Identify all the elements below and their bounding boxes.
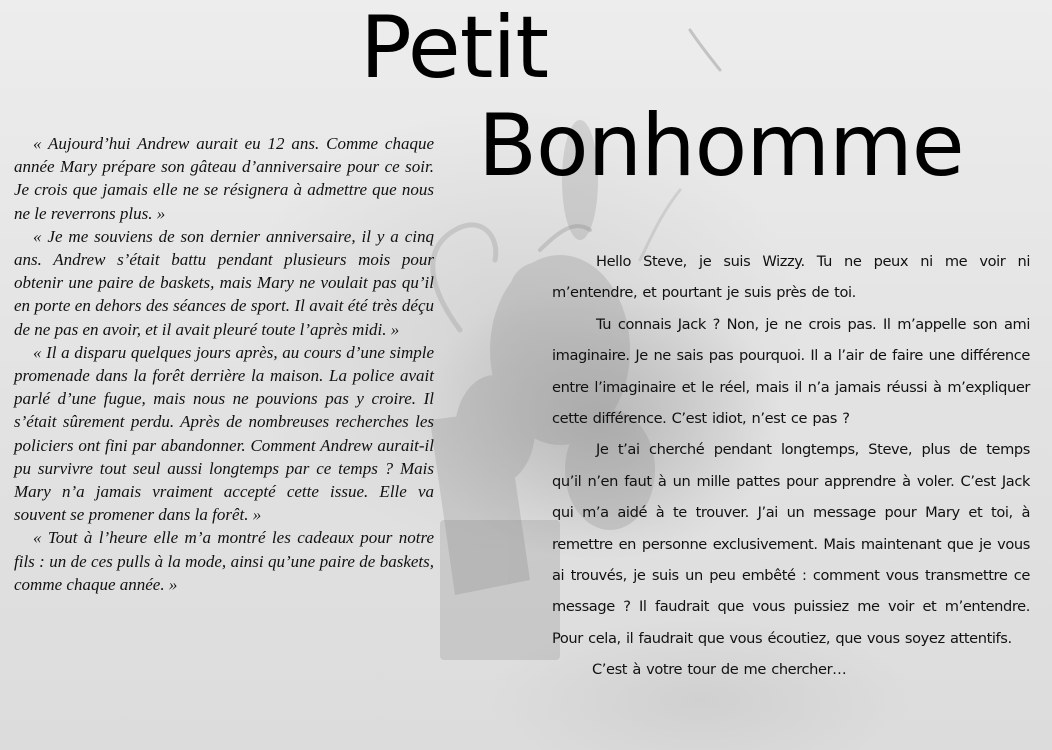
title-line-1: Petit xyxy=(360,0,549,98)
title-line-2: Bonhomme xyxy=(478,96,964,196)
left-paragraph-1: « Aujourd’hui Andrew aurait eu 12 ans. Comme chaque année Mary prépare son gâteau d’anniversaire pour ce soir. Je crois que jamais elle ne se résignera à admettre que nous ne le reverrons plus. » xyxy=(14,134,434,223)
right-paragraph-1: Hello Steve, je suis Wizzy. Tu ne peux ni me voir ni m’entendre, et pourtant je suis près de toi. xyxy=(552,253,1030,302)
left-column-text xyxy=(14,132,434,596)
left-paragraph-3: « Il a disparu quelques jours après, au cours d’une simple promenade dans la forêt derrière la maison. La police avait parlé d’une fugue, mais nous ne pouvions pas y croire. Il s’était sûrement perdu. Après de nombreuses recherches les policiers ont fini par abandonner. Comment Andrew aurait-il pu survivre tout seul aussi longtemps par ce temps ? Mais Mary n’a jamais vraiment accepté cette issue. Elle va souvent se promener dans la forêt. » xyxy=(14,342,434,525)
right-paragraph-3: Je t’ai cherché pendant longtemps, Steve, plus de temps qu’il n’en faut à un mille pattes pour apprendre à voler. C’est Jack qui m’a aidé à te trouver. J’ai un message pour Mary et toi, à remettre en personne exclusivement. Mais maintenant que je vous ai trouvés, je suis un peu embêté : comment vous transmettre ce message ? Il faudrait que vous puissiez me voir et m’entendre. Pour cela, il faudrait que vous écoutiez, que vous soyez attentifs. xyxy=(552,441,1030,647)
left-paragraph-4: « Tout à l’heure elle m’a montré les cadeaux pour notre fils : un de ces pulls à la mode, ainsi qu’une paire de baskets, comme chaque année. » xyxy=(14,528,434,594)
right-paragraph-4: C’est à votre tour de me chercher… xyxy=(592,661,847,679)
left-paragraph-2: « Je me souviens de son dernier anniversaire, il y a cinq ans. Andrew s’était battu pendant plusieurs mois pour obtenir une paire de baskets, mais Mary ne voulait pas qu’il en porte en dehors des séances de sport. Il avait été très déçu de ne pas en avoir, et il avait pleuré toute l’après midi. » xyxy=(14,226,434,339)
right-column-handwritten-text xyxy=(552,246,1030,686)
right-paragraph-2: Tu connais Jack ? Non, je ne crois pas. Il m’appelle son ami imaginaire. Je ne sais pas pourquoi. Il a l’air de faire une différence entre l’imaginaire et le réel, mais il n’a jamais réussi à m’expliquer cette différence. C’est idiot, n’est ce pas ? xyxy=(552,315,1030,428)
